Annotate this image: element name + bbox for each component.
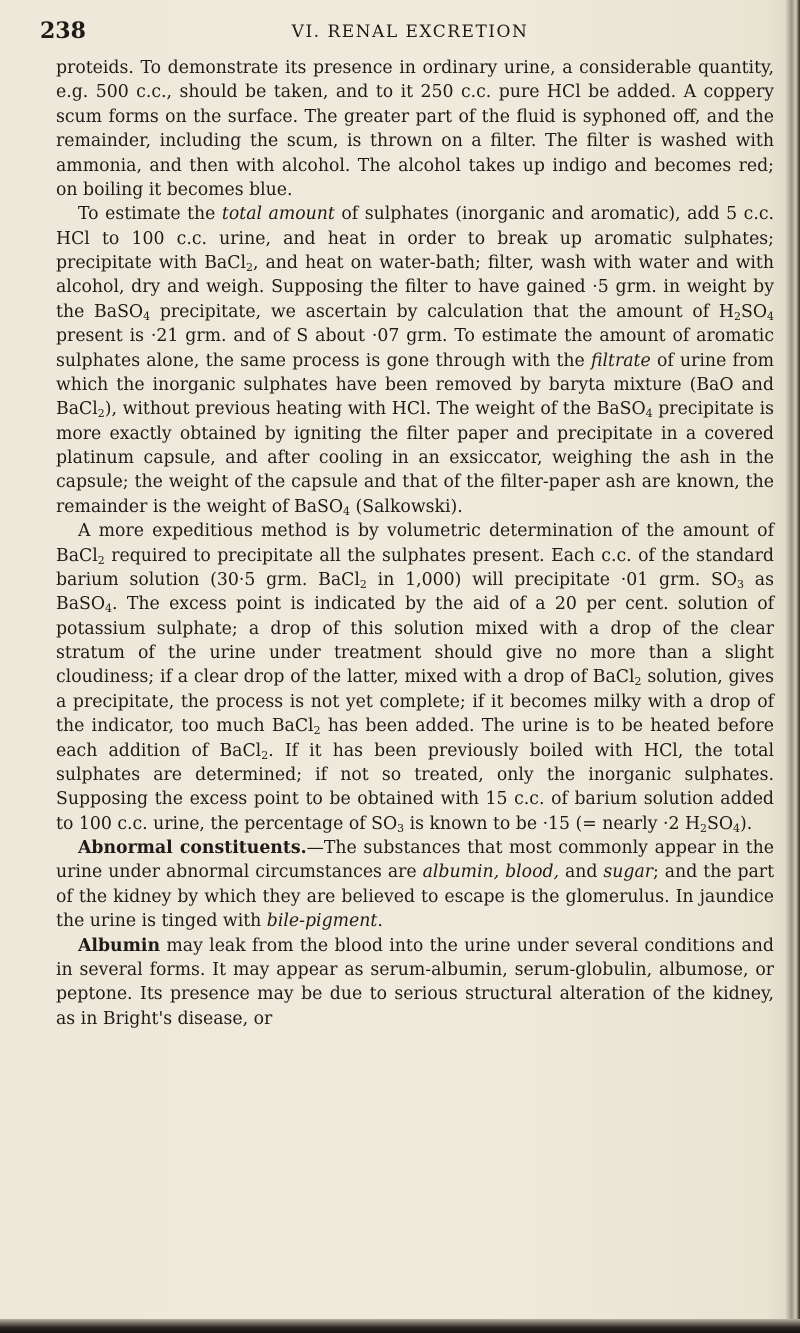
paragraph-volumetric-method: A more expeditious method is by volumetric determination of the amount of BaCl$_2$ required to precipitate all the sulphates present. Each c.c. of the standard barium solution (30·5 grm. BaCl$_2$ in 1,000) will precipitate ·01 grm. $SO_3$ as BaSO$_4$. The excess point is indicated by the aid of a 20 per cent. solution of potassium sulphate; a drop of this solution mixed with a drop of the clear stratum of the urine under treatment should give no more than a slight cloudiness; if a clear drop of the latter, mixed with a drop of BaCl$_2$ solution, gives a precipitate, the process is not yet complete; if it becomes milky with a drop of the indicator, too much BaCl$_2$ has been added. The urine is to be heated before each addition of BaCl$_2$. If it has been previously boiled with HCl, the total sulphates are determined; if not so treated, only the inorganic sulphates. Supposing the excess point to be obtained with 15 c.c. of barium solution added to 100 c.c. urine, the percentage of $SO_3$ is known to be ·15 (= nearly ·2 $H_2SO_4$). [56,521,774,835]
paragraph-abnormal-constituents: Abnormal constituents.—The substances that most commonly appear in the urine under abnormal circumstances are albumin, blood, and sugar; and the part of the kidney by which they are believed to escape is the glomerulus. In jaundice the urine is tinged with bile-pigment. [56,838,775,932]
page-header [40,14,780,44]
page-number: 238 [40,18,86,44]
heading-albumin: Albumin [78,935,161,956]
body-text [56,56,774,1031]
paragraph-albumin: Albumin may leak from the blood into the urine under several conditions and in several forms. It may appear as serum-albumin, serum-globulin, albumose, or peptone. Its presence may be due to serious structural alteration of the kidney, as in Bright's disease, or [56,935,774,1029]
running-head: VI. RENAL EXCRETION [291,22,529,42]
heading-abnormal-constituents: Abnormal constituents. [78,838,307,858]
scan-bottom-border [0,1319,800,1333]
page-edge-shadow [786,0,800,1333]
paragraph-total-sulphates: To estimate the total amount of sulphates (inorganic and aromatic), add 5 c.c. HCl to 100 c.c. urine, and heat in order to break up aromatic sulphates; precipitate with BaCl$_2$, and heat on water-bath; filter, wash with water and with alcohol, dry and weigh. Supposing the filter to have gained ·5 grm. in weight by the BaSO$_4$ precipitate, we ascertain by calculation that the amount of $H_2SO_4$ present is ·21 grm. and of S about ·07 grm. To estimate the amount of aromatic sulphates alone, the same process is gone through with the filtrate of urine from which the inorganic sulphates have been removed by baryta mixture (BaO and BaCl$_2$), without previous heating with HCl. The weight of the BaSO$_4$ precipitate is more exactly obtained by igniting the filter paper and precipitate in a covered platinum capsule, and after cooling in an exsiccator, weighing the ash in the capsule; the weight of the capsule and that of the filter-paper ash are known, the remainder is the weight of BaSO$_4$ (Salkowski). [56,204,774,518]
paragraph-proteids: proteids. To demonstrate its presence in ordinary urine, a considerable quantity, e.g. 500 c.c., should be taken, and to it 250 c.c. pure HCl be added. A coppery scum forms on the surface. The greater part of the fluid is syphoned off, and the remainder, including the scum, is thrown on a filter. The filter is washed with ammonia, and then with alcohol. The alcohol takes up indigo and becomes red; on boiling it becomes blue. [56,58,774,200]
